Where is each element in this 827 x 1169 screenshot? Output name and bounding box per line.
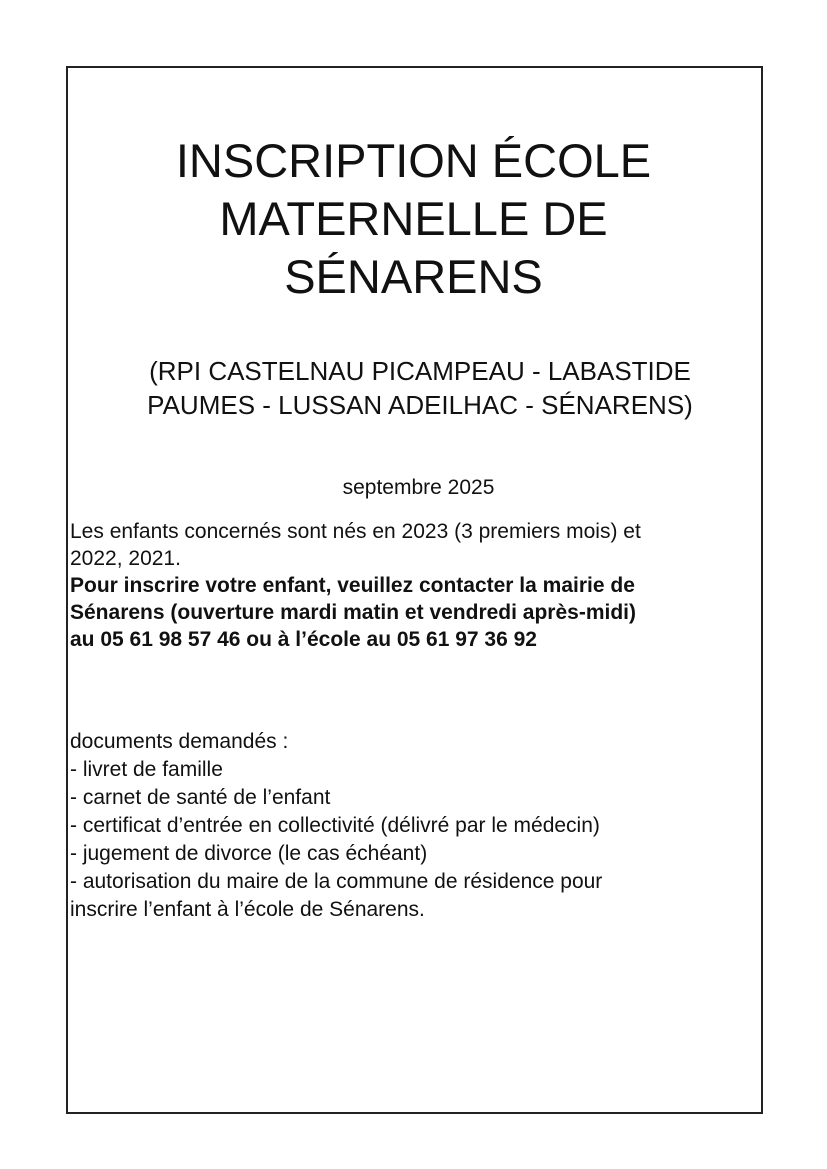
intro-line-1: Les enfants concernés sont nés en 2023 (3 premiers mois) et — [70, 520, 641, 543]
subtitle — [100, 354, 740, 422]
list-item: - livret de famille — [70, 758, 223, 781]
contact-line-2: Sénarens (ouverture mardi matin et vendredi après-midi) — [70, 601, 636, 624]
intro-line-2: 2022, 2021. — [70, 547, 181, 570]
list-item: inscrire l’enfant à l’école de Sénarens. — [70, 898, 425, 921]
list-item: - jugement de divorce (le cas échéant) — [70, 842, 428, 865]
list-item: - autorisation du maire de la commune de résidence pour — [70, 870, 603, 893]
subtitle-line-1: (RPI CASTELNAU PICAMPEAU - LABASTIDE — [149, 356, 691, 386]
list-item: - carnet de santé de l’enfant — [70, 786, 331, 809]
subtitle-line-2: PAUMES - LUSSAN ADEILHAC - SÉNARENS) — [147, 390, 693, 420]
contact-line-3: au 05 61 98 57 46 ou à l’école au 05 61 97 36 92 — [70, 628, 537, 651]
contact-line-1: Pour inscrire votre enfant, veuillez contacter la mairie de — [70, 574, 635, 597]
title-line-3: SÉNARENS — [284, 250, 543, 303]
documents-heading: documents demandés : — [70, 730, 289, 753]
documents-list — [70, 756, 760, 924]
page-title — [0, 132, 827, 306]
documents-section — [70, 728, 760, 924]
title-line-2: MATERNELLE DE — [219, 192, 608, 245]
title-line-1: INSCRIPTION ÉCOLE — [175, 134, 652, 187]
date-text: septembre 2025 — [342, 476, 495, 499]
info-block — [70, 518, 760, 653]
list-item: - certificat d’entrée en collectivité (délivré par le médecin) — [70, 814, 600, 837]
